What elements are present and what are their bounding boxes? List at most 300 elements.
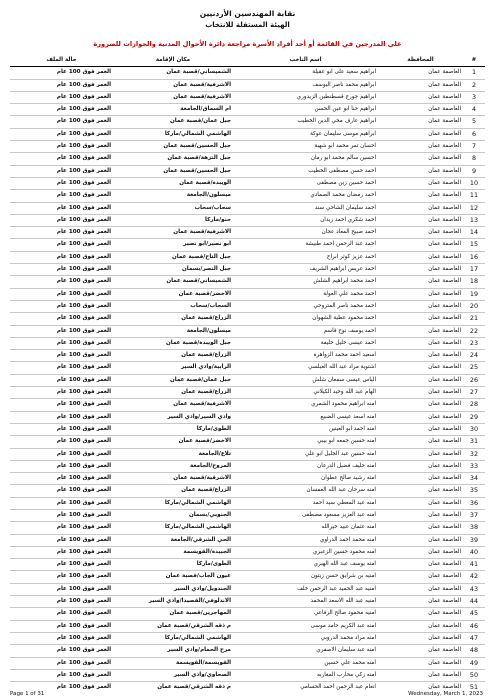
- row-file-status: العمر فوق 100 عام: [10, 116, 113, 128]
- row-number: 45: [463, 608, 485, 620]
- document-title: نقابة المهندسين الأردنيين: [199, 9, 296, 18]
- row-residence: الزراع/قصبة عمان: [113, 313, 233, 325]
- row-governorate: العاصمة عمان: [378, 608, 463, 620]
- row-number: 7: [463, 141, 485, 153]
- row-governorate: العاصمة عمان: [378, 190, 463, 202]
- row-residence: تلاع/الجامعة: [113, 448, 233, 460]
- row-number: 27: [463, 387, 485, 399]
- row-number: 34: [463, 473, 485, 485]
- row-voter-name: امنه احمد ابو العينين: [233, 423, 378, 435]
- row-governorate: العاصمة عمان: [378, 596, 463, 608]
- row-residence: الهاشمي الشمالي/ماركا: [113, 632, 233, 644]
- row-file-status: العمر فوق 100 عام: [10, 632, 113, 644]
- row-file-status: العمر فوق 100 عام: [10, 214, 113, 226]
- table-row: [10, 497, 485, 509]
- table-row: [10, 202, 485, 214]
- row-file-status: العمر فوق 100 عام: [10, 300, 113, 312]
- row-voter-name: احمد محمود عطية الشهوان: [233, 313, 378, 325]
- row-voter-name: ابراهيم محمد ناصر اليوسف: [233, 79, 378, 91]
- row-number: 29: [463, 411, 485, 423]
- row-governorate: العاصمة عمان: [378, 128, 463, 140]
- row-residence: الجبيدة/القويسمة: [113, 546, 233, 558]
- table-row: [10, 448, 485, 460]
- row-file-status: العمر فوق 100 عام: [10, 325, 113, 337]
- row-voter-name: احمد عريس ابراهيم الشريف: [233, 264, 378, 276]
- row-governorate: العاصمة عمان: [378, 153, 463, 165]
- row-residence: الجنوبي/بسمان: [113, 509, 233, 521]
- row-governorate: العاصمة عمان: [378, 325, 463, 337]
- row-residence: القويسمة/القويسمة: [113, 657, 233, 669]
- row-number: 14: [463, 227, 485, 239]
- table-row: [10, 251, 485, 263]
- print-date: Wednesday, March 1, 2023: [408, 691, 483, 697]
- row-voter-name: امنه عثمان عبيد خيرالله: [233, 522, 378, 534]
- table-row: [10, 485, 485, 497]
- column-header-num: #: [463, 55, 485, 67]
- row-voter-name: احمد شكري احمد زيدان: [233, 214, 378, 226]
- row-voter-name: الياس عيسى سمعان شلش: [233, 374, 378, 386]
- row-residence: جبل الحسين/قصبة عمان: [113, 141, 233, 153]
- table-row: [10, 227, 485, 239]
- row-residence: ام السماق/الجامعة: [113, 104, 233, 116]
- row-governorate: العاصمة عمان: [378, 362, 463, 374]
- row-number: 11: [463, 190, 485, 202]
- column-header-file-status: حالة الملف: [10, 55, 113, 67]
- table-row: [10, 128, 485, 140]
- row-file-status: العمر فوق 100 عام: [10, 190, 113, 202]
- row-residence: الاندلوفي/القصيدا/وادي السير: [113, 596, 233, 608]
- row-number: 48: [463, 645, 485, 657]
- row-file-status: العمر فوق 100 عام: [10, 645, 113, 657]
- table-row: [10, 571, 485, 583]
- row-file-status: العمر فوق 100 عام: [10, 288, 113, 300]
- row-governorate: العاصمة عمان: [378, 239, 463, 251]
- row-file-status: العمر فوق 100 عام: [10, 436, 113, 448]
- row-file-status: العمر فوق 100 عام: [10, 91, 113, 103]
- row-residence: جبل الويبدة/قصبة عمان: [113, 337, 233, 349]
- table-row: [10, 522, 485, 534]
- row-number: 13: [463, 214, 485, 226]
- row-residence: الهاشمي الشمالي/ماركا: [113, 128, 233, 140]
- row-residence: الزراع/قصبة عمان: [113, 387, 233, 399]
- row-governorate: العاصمة عمان: [378, 460, 463, 472]
- row-voter-name: ابراهيم حنا ابو عين الحسن: [233, 104, 378, 116]
- row-number: 41: [463, 559, 485, 571]
- row-governorate: العاصمة عمان: [378, 276, 463, 288]
- table-row: [10, 509, 485, 521]
- row-file-status: العمر فوق 100 عام: [10, 202, 113, 214]
- row-residence: ميسلون/الجامعة: [113, 190, 233, 202]
- row-file-status: العمر فوق 100 عام: [10, 682, 113, 694]
- row-residence: الاشرفية/قصبة عمان: [113, 227, 233, 239]
- row-number: 25: [463, 362, 485, 374]
- row-residence: ميسلون/الجامعة: [113, 325, 233, 337]
- row-governorate: العاصمة عمان: [378, 423, 463, 435]
- row-residence: الاشرفية/قصبة عمان: [113, 79, 233, 91]
- row-file-status: العمر فوق 100 عام: [10, 350, 113, 362]
- row-file-status: العمر فوق 100 عام: [10, 620, 113, 632]
- row-governorate: العاصمة عمان: [378, 682, 463, 694]
- row-number: 43: [463, 583, 485, 595]
- table-row: [10, 411, 485, 423]
- row-file-status: العمر فوق 100 عام: [10, 104, 113, 116]
- row-number: 36: [463, 497, 485, 509]
- row-residence: الاشرفية/قصبة عمان: [113, 473, 233, 485]
- row-voter-name: اسعيد احمد محمد الزواهرة: [233, 350, 378, 362]
- row-number: 10: [463, 177, 485, 189]
- row-governorate: العاصمة عمان: [378, 104, 463, 116]
- table-row: [10, 546, 485, 558]
- row-number: 4: [463, 104, 485, 116]
- row-file-status: العمر فوق 100 عام: [10, 509, 113, 521]
- row-governorate: العاصمة عمان: [378, 288, 463, 300]
- row-residence: حنو/ماركا: [113, 214, 233, 226]
- table-row: [10, 337, 485, 349]
- row-governorate: العاصمة عمان: [378, 473, 463, 485]
- row-number: 9: [463, 165, 485, 177]
- row-residence: عيون الجاب/قصبة عمان: [113, 571, 233, 583]
- row-voter-name: ابراهيم موسى سليمان عوكة: [233, 128, 378, 140]
- row-file-status: العمر فوق 100 عام: [10, 411, 113, 423]
- row-voter-name: امنيه عبد الله الاسعد المحمد: [233, 596, 378, 608]
- row-residence: الطوى/ماركا: [113, 423, 233, 435]
- row-file-status: العمر فوق 100 عام: [10, 387, 113, 399]
- row-file-status: العمر فوق 100 عام: [10, 141, 113, 153]
- row-residence: م ذقه الشرقي/قصبة عمان: [113, 682, 233, 694]
- table-row: [10, 153, 485, 165]
- row-residence: جبل عمان/قصبة عمان: [113, 116, 233, 128]
- row-file-status: العمر فوق 100 عام: [10, 559, 113, 571]
- row-residence: الشميساني/قصبة عمان: [113, 276, 233, 288]
- row-governorate: العاصمة عمان: [378, 350, 463, 362]
- column-header-residence: مكان الإقامة: [113, 55, 233, 67]
- row-governorate: العاصمة عمان: [378, 67, 463, 79]
- row-governorate: العاصمة عمان: [378, 657, 463, 669]
- row-residence: الاخضر/قصبة عمان: [113, 288, 233, 300]
- row-voter-name: ابراهيم عارف محي الدين الخطيب: [233, 116, 378, 128]
- row-number: 5: [463, 116, 485, 128]
- row-number: 50: [463, 669, 485, 681]
- column-header-governorate: المحافظة: [378, 55, 463, 67]
- row-number: 42: [463, 571, 485, 583]
- row-file-status: العمر فوق 100 عام: [10, 497, 113, 509]
- row-file-status: العمر فوق 100 عام: [10, 583, 113, 595]
- row-file-status: العمر فوق 100 عام: [10, 362, 113, 374]
- row-voter-name: احمد محمد علي العولة: [233, 288, 378, 300]
- row-file-status: العمر فوق 100 عام: [10, 153, 113, 165]
- row-number: 21: [463, 313, 485, 325]
- row-residence: الهاشمي الشمالي/ماركا: [113, 497, 233, 509]
- row-governorate: العاصمة عمان: [378, 264, 463, 276]
- row-file-status: العمر فوق 100 عام: [10, 460, 113, 472]
- row-residence: الاخضر/قصبة عمان: [113, 436, 233, 448]
- row-number: 22: [463, 325, 485, 337]
- row-voter-name: ابراهيم سعيد على ابو عقيلة: [233, 67, 378, 79]
- row-governorate: العاصمة عمان: [378, 669, 463, 681]
- row-voter-name: امنه محمد علي حسين: [233, 657, 378, 669]
- row-number: 49: [463, 657, 485, 669]
- table-row: [10, 67, 485, 79]
- page-number: Page 1 of 31: [10, 691, 45, 697]
- row-file-status: العمر فوق 100 عام: [10, 473, 113, 485]
- row-number: 1: [463, 67, 485, 79]
- row-governorate: العاصمة عمان: [378, 116, 463, 128]
- table-row: [10, 190, 485, 202]
- row-file-status: العمر فوق 100 عام: [10, 128, 113, 140]
- table-row: [10, 387, 485, 399]
- row-residence: الاشرفية/قصبة عمان: [113, 91, 233, 103]
- row-file-status: العمر فوق 100 عام: [10, 251, 113, 263]
- row-file-status: العمر فوق 100 عام: [10, 399, 113, 411]
- document-subtitle: الهيئة المستقلة للانتخاب: [205, 21, 290, 29]
- row-residence: الصحاوي/وادي السير: [113, 669, 233, 681]
- row-voter-name: احمد عزيز كوثر ابراح: [233, 251, 378, 263]
- row-file-status: العمر فوق 100 عام: [10, 337, 113, 349]
- row-governorate: العاصمة عمان: [378, 399, 463, 411]
- row-governorate: العاصمة عمان: [378, 534, 463, 546]
- row-governorate: العاصمة عمان: [378, 313, 463, 325]
- table-row: [10, 620, 485, 632]
- table-row: [10, 399, 485, 411]
- row-residence: جبل النزهة/قصبة عمان: [113, 153, 233, 165]
- row-number: 31: [463, 436, 485, 448]
- row-voter-name: امنه محمد احمد الدراوي: [233, 534, 378, 546]
- row-number: 12: [463, 202, 485, 214]
- row-residence: جبل النصر/بسمان: [113, 264, 233, 276]
- table-row: [10, 116, 485, 128]
- row-residence: جبل الحسين/قصبة عمان: [113, 165, 233, 177]
- row-voter-name: احمد يوسف نوح قاسم: [233, 325, 378, 337]
- row-residence: الاشرفية/قصبة عمان: [113, 399, 233, 411]
- row-voter-name: انعام عبد الرحمن احمد الحسامي: [233, 682, 378, 694]
- table-row: [10, 460, 485, 472]
- row-file-status: العمر فوق 100 عام: [10, 448, 113, 460]
- row-file-status: العمر فوق 100 عام: [10, 571, 113, 583]
- notice-banner: على المدرجين في القائمة أو أحد أفراد الأسرة مراجعة دائرة الأحوال المدنية والجوازات للضرورة: [93, 40, 402, 48]
- row-number: 33: [463, 460, 485, 472]
- row-residence: م ذقه الشرقي/قصبة عمان: [113, 620, 233, 632]
- row-voter-name: امنيه عبد الحميد عبد الرحمن خلف: [233, 583, 378, 595]
- row-file-status: العمر فوق 100 عام: [10, 522, 113, 534]
- table-row: [10, 669, 485, 681]
- row-voter-name: امنيه بن شرايق حسن زيتون: [233, 571, 378, 583]
- row-governorate: العاصمة عمان: [378, 485, 463, 497]
- row-file-status: العمر فوق 100 عام: [10, 596, 113, 608]
- row-voter-name: ابراهيم جورج قسطنطين الزيدوري: [233, 91, 378, 103]
- row-governorate: العاصمة عمان: [378, 387, 463, 399]
- row-voter-name: امنيه محمود صالح الرفاعي: [233, 608, 378, 620]
- row-voter-name: احسين سالم محمد ابو رمان: [233, 153, 378, 165]
- row-governorate: العاصمة عمان: [378, 337, 463, 349]
- row-residence: الهاشمي الشمالي/ماركا: [113, 522, 233, 534]
- row-governorate: العاصمة عمان: [378, 165, 463, 177]
- row-governorate: العاصمة عمان: [378, 436, 463, 448]
- row-residence: الشميساني/قصبة عمان: [113, 67, 233, 79]
- row-number: 26: [463, 374, 485, 386]
- row-residence: المروج/الجامعة: [113, 460, 233, 472]
- row-file-status: العمر فوق 100 عام: [10, 546, 113, 558]
- row-file-status: العمر فوق 100 عام: [10, 534, 113, 546]
- row-governorate: العاصمة عمان: [378, 251, 463, 263]
- row-governorate: العاصمة عمان: [378, 522, 463, 534]
- table-row: [10, 91, 485, 103]
- column-header-voter-name: اسم الناخب: [233, 55, 378, 67]
- row-voter-name: احمد صبيح المعاد عجان: [233, 227, 378, 239]
- table-row: [10, 214, 485, 226]
- row-file-status: العمر فوق 100 عام: [10, 177, 113, 189]
- row-residence: الطوى/ماركا: [113, 559, 233, 571]
- row-file-status: العمر فوق 100 عام: [10, 264, 113, 276]
- row-voter-name: احمد محمد ناصر المتروحي: [233, 300, 378, 312]
- row-residence: الزراع/قصبة عمان: [113, 485, 233, 497]
- row-number: 38: [463, 522, 485, 534]
- row-residence: سحاب/سحاب: [113, 202, 233, 214]
- row-number: 6: [463, 128, 485, 140]
- row-file-status: العمر فوق 100 عام: [10, 374, 113, 386]
- row-number: 20: [463, 300, 485, 312]
- row-number: 3: [463, 91, 485, 103]
- row-number: 16: [463, 251, 485, 263]
- row-voter-name: احمد محمد ابراهيم الشلش: [233, 276, 378, 288]
- row-file-status: العمر فوق 100 عام: [10, 669, 113, 681]
- row-governorate: العاصمة عمان: [378, 583, 463, 595]
- row-governorate: العاصمة عمان: [378, 300, 463, 312]
- row-governorate: العاصمة عمان: [378, 374, 463, 386]
- row-residence: الرابية/وادي السير: [113, 362, 233, 374]
- row-residence: مرج الحمام/وادي السير: [113, 645, 233, 657]
- row-residence: الحي الشرقي/الجامعة: [113, 534, 233, 546]
- row-number: 19: [463, 288, 485, 300]
- table-row: [10, 276, 485, 288]
- row-number: 8: [463, 153, 485, 165]
- row-number: 46: [463, 620, 485, 632]
- row-governorate: العاصمة عمان: [378, 559, 463, 571]
- row-voter-name: الهام عبد الله وحيد الكيلاني: [233, 387, 378, 399]
- row-file-status: العمر فوق 100 عام: [10, 165, 113, 177]
- row-voter-name: امنه يوسف عبد الله الهبري: [233, 559, 378, 571]
- row-governorate: العاصمة عمان: [378, 645, 463, 657]
- row-file-status: العمر فوق 100 عام: [10, 657, 113, 669]
- row-voter-name: احمد حسين زين مصطفى: [233, 177, 378, 189]
- row-governorate: العاصمة عمان: [378, 91, 463, 103]
- row-governorate: العاصمة عمان: [378, 177, 463, 189]
- row-voter-name: احمد رمضان محمد الصمادي: [233, 190, 378, 202]
- row-governorate: العاصمة عمان: [378, 620, 463, 632]
- table-row: [10, 632, 485, 644]
- table-row: [10, 608, 485, 620]
- row-residence: وادي السير/وادي السير: [113, 411, 233, 423]
- row-number: 47: [463, 632, 485, 644]
- table-row: [10, 534, 485, 546]
- row-governorate: العاصمة عمان: [378, 497, 463, 509]
- row-voter-name: امنه رشيد صالح عطوان: [233, 473, 378, 485]
- row-voter-name: احمد حسن مصطفى الخطيب: [233, 165, 378, 177]
- row-number: 28: [463, 399, 485, 411]
- row-residence: الويبدة/قصبة عمان: [113, 177, 233, 189]
- row-voter-name: احمد عبد الرحمن احمد طبيشة: [233, 239, 378, 251]
- table-row: [10, 141, 485, 153]
- table-row: [10, 177, 485, 189]
- row-residence: المهاجرين/قصبة عمان: [113, 608, 233, 620]
- row-voter-name: امنه حسين عبد الجليل ابو علي: [233, 448, 378, 460]
- table-row: [10, 79, 485, 91]
- row-voter-name: امنه محمود حسين الزعبري: [233, 546, 378, 558]
- row-governorate: العاصمة عمان: [378, 214, 463, 226]
- table-header-row: [10, 55, 485, 67]
- table-row: [10, 657, 485, 669]
- row-governorate: العاصمة عمان: [378, 141, 463, 153]
- row-number: 30: [463, 423, 485, 435]
- table-row: [10, 374, 485, 386]
- row-governorate: العاصمة عمان: [378, 79, 463, 91]
- row-voter-name: امنه مراد محمد الدروبي: [233, 632, 378, 644]
- row-voter-name: امنه حسين جمعه ابو بيبي: [233, 436, 378, 448]
- table-row: [10, 325, 485, 337]
- row-residence: السحاب/سحاب: [113, 300, 233, 312]
- row-governorate: العاصمة عمان: [378, 571, 463, 583]
- row-residence: ابو نصير/ابو نصير: [113, 239, 233, 251]
- row-number: 44: [463, 596, 485, 608]
- row-voter-name: امنه عبد المعطي سيد احمد: [233, 497, 378, 509]
- row-number: 35: [463, 485, 485, 497]
- row-residence: جبل التاج/قصبة عمان: [113, 251, 233, 263]
- row-number: 2: [463, 79, 485, 91]
- row-governorate: العاصمة عمان: [378, 227, 463, 239]
- row-number: 17: [463, 264, 485, 276]
- row-voter-name: احمد عيسى خليل خليفة: [233, 337, 378, 349]
- row-voter-name: امنه زكي محارب المغاربه: [233, 669, 378, 681]
- row-number: 15: [463, 239, 485, 251]
- row-number: 23: [463, 337, 485, 349]
- row-file-status: العمر فوق 100 عام: [10, 485, 113, 497]
- table-row: [10, 362, 485, 374]
- row-voter-name: اشتوية مراد عبد الله العبلسي: [233, 362, 378, 374]
- row-residence: الجندويل/وادي السير: [113, 583, 233, 595]
- table-row: [10, 559, 485, 571]
- table-row: [10, 239, 485, 251]
- table-row: [10, 436, 485, 448]
- voters-table: [10, 55, 485, 693]
- row-governorate: العاصمة عمان: [378, 632, 463, 644]
- row-voter-name: امنه عبد سليمان الاصفري: [233, 645, 378, 657]
- table-row: [10, 104, 485, 116]
- row-file-status: العمر فوق 100 عام: [10, 227, 113, 239]
- row-governorate: العاصمة عمان: [378, 448, 463, 460]
- row-residence: جبل عمان/قصبة عمان: [113, 374, 233, 386]
- row-voter-name: امنه عبد العزيز مسعود مصطفى: [233, 509, 378, 521]
- row-governorate: العاصمة عمان: [378, 546, 463, 558]
- table-row: [10, 350, 485, 362]
- table-row: [10, 583, 485, 595]
- row-number: 32: [463, 448, 485, 460]
- row-file-status: العمر فوق 100 عام: [10, 276, 113, 288]
- table-row: [10, 288, 485, 300]
- row-file-status: العمر فوق 100 عام: [10, 67, 113, 79]
- row-voter-name: احسان تمر محمد ابو شهبة: [233, 141, 378, 153]
- row-number: 39: [463, 534, 485, 546]
- row-file-status: العمر فوق 100 عام: [10, 79, 113, 91]
- table-row: [10, 645, 485, 657]
- row-voter-name: امنه اسعد عيسى الضبيع: [233, 411, 378, 423]
- table-row: [10, 300, 485, 312]
- row-number: 24: [463, 350, 485, 362]
- table-row: [10, 264, 485, 276]
- row-number: 51: [463, 682, 485, 694]
- row-voter-name: امنه ابراهيم محمود الشمري: [233, 399, 378, 411]
- row-residence: الزراع/قصبة عمان: [113, 350, 233, 362]
- table-row: [10, 596, 485, 608]
- row-file-status: العمر فوق 100 عام: [10, 423, 113, 435]
